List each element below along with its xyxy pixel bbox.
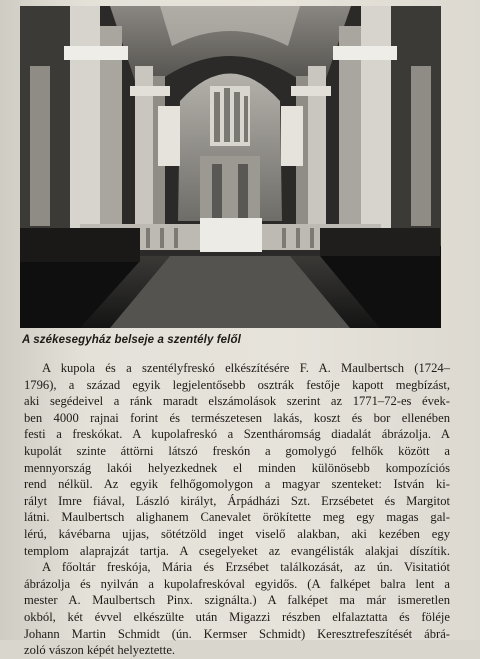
text-line: templom alaprajzát tartja. A csegelyeket az evangélisták alakjai díszítik. bbox=[24, 543, 450, 558]
text-line: ben 4000 rajnai forint és természetesen lakás, koszt és bor ellenében bbox=[24, 410, 450, 425]
text-line: ábrázolja és nyilván a kupolafreskóval egyidős. (A falképet balra lent a bbox=[24, 576, 450, 591]
body-paragraph bbox=[24, 360, 450, 659]
church-interior-photo bbox=[20, 6, 441, 328]
text-line: 1796), a század egyik legjelentősebb osztrák festője kapott megbízást, bbox=[24, 377, 450, 392]
text-line: Johann Martin Schmidt (ún. Kermser Schmidt) Keresztrefeszítését ábrá- bbox=[24, 626, 450, 641]
cathedral-interior-photo bbox=[20, 6, 441, 328]
text-line: aki segédeivel a ránk maradt elszámolások szerint az 1771–72-es évek- bbox=[24, 394, 450, 409]
text-line: rályt Imre fiával, László királyt, Árpádházi Szt. Erzsébetet és Margitot bbox=[24, 493, 450, 508]
text-line: festi a freskókat. A kupolafreskó a Szentháromság diadalát ábrázolja. A bbox=[24, 427, 450, 442]
text-line: A főoltár freskója, Mária és Erzsébet találkozását, az ún. Visitatiót bbox=[42, 560, 450, 575]
text-line: A kupola és a szentélyfreskó elkészítésére F. A. Maulbertsch (1724– bbox=[42, 361, 450, 375]
text-line: rend nélkül. Az egyik felhőgomolygon a magyar szenteket: István ki- bbox=[24, 477, 450, 492]
text-line: lérú, kávébarna ujjas, sötétzöld inget viselő alakban, aki kezében egy bbox=[24, 526, 450, 541]
text-line: mennyország lakói helyezkednek el minden különösebb kompozíciós bbox=[24, 460, 450, 475]
text-line: látni. Maulbertsch alighanem Canevalet örökítette meg egy magas gal- bbox=[24, 510, 450, 525]
text-line: kupolát szinte áttörni látszó freskón a gomolygó felhők között a bbox=[24, 443, 450, 458]
photo-caption: A székesegyház belseje a szentély felől bbox=[22, 334, 241, 346]
text-line: mester A. Maulbertsch Pinx. szignálta.) A falképet ma már ismeretlen bbox=[24, 593, 450, 608]
text-line: okból, két évvel elkészülte után Migazzi részben elfalaztatta és föléje bbox=[24, 609, 450, 624]
text-line: zoló vászon képét helyeztette. bbox=[24, 643, 176, 658]
